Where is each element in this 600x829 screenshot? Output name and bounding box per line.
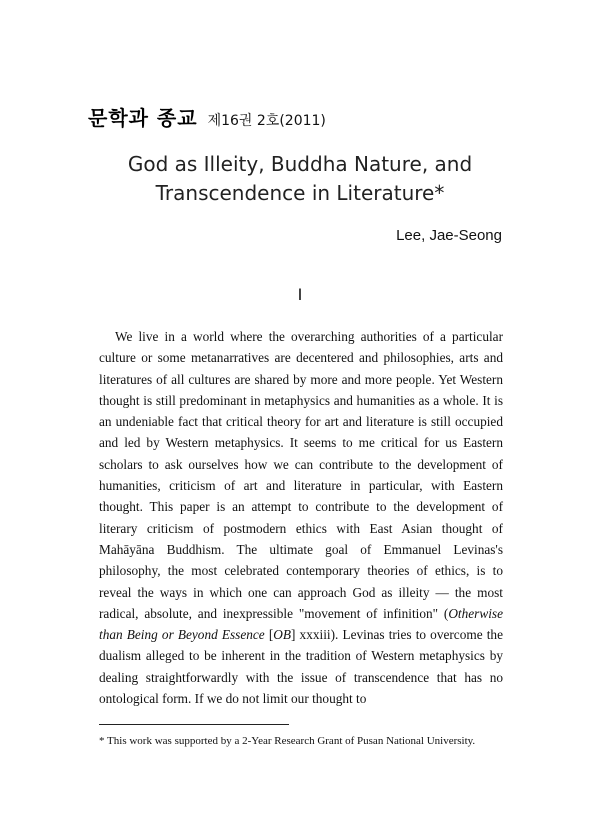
body-text-part-1: We live in a world where the overarching authorities of a particular culture or some metanarratives are decentered and philosophies, arts and literatures of all cultures are shared by more and more people. Yet Western thought is still predominant in metaphysics and humanities as a whole. It is an undeniable fact that critical theory for art and literature is still occupied and led by Western metaphysics. It seems to me critical for us Eastern scholars to ask ourselves how we can contribute to the development of humanities, criticism of art and literature in particular, with Eastern thought. This paper is an attempt to contribute to the development of literary criticism of postmodern ethics with East Asian thought of Mahāyāna Buddhism. The ultimate goal of Emmanuel Levinas's philosophy, the most celebrated contemporary theories of ethics, is to reveal the ways in which one can approach God as illeity — the most radical, absolute, and inexpressible "movement of infinition" ( <box>99 329 503 621</box>
body-text-part-2: [ <box>264 627 274 643</box>
title-line-1: God as Illeity, Buddha Nature, and <box>127 152 473 176</box>
journal-header <box>88 102 326 131</box>
footnote: * This work was supported by a 2-Year Research Grant of Pusan National University. <box>99 735 476 747</box>
title-line-2: Transcendence in Literature* <box>155 181 445 205</box>
article-title <box>70 150 530 208</box>
author-name: Lee, Jae-Seong <box>396 227 502 244</box>
body-citation-abbrev: OB <box>273 627 291 643</box>
section-numeral: I <box>297 285 303 304</box>
body-citation-title: Otherwise than Being or Beyond Essence <box>99 605 503 643</box>
journal-issue: 제16권 2호(2011) <box>207 113 326 129</box>
body-text-part-3: ] xxxiii). Levinas tries to overcome the dualism alleged to be inherent in the tradition of Western metaphysics by dealing straightforwardly with the issue of transcendence that has no ontological form. If we do not limit our thought to <box>99 627 503 707</box>
footnote-divider <box>99 724 289 725</box>
journal-name: 문학과 종교 <box>88 106 198 130</box>
body-paragraph <box>99 326 503 709</box>
